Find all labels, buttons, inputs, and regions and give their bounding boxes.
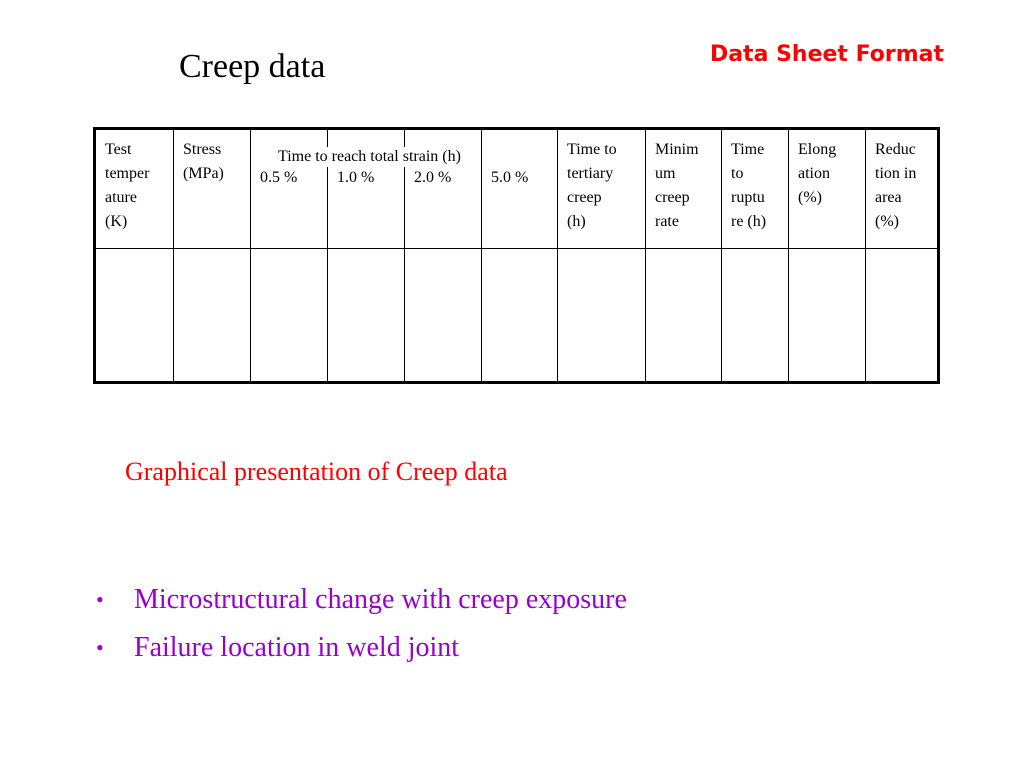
bullet-item [96,628,627,676]
graphical-presentation-heading: Graphical presentation of Creep data [125,457,508,486]
bullet-dot-icon: • [96,587,104,612]
col-strain-0-5 [251,130,328,381]
col-strain-2-0 [405,130,482,381]
header-strain-2-0: 2.0 % [414,170,452,182]
header-strain-5-0: 5.0 % [491,170,529,182]
bullet-list [96,580,627,676]
col-test-temperature [96,130,174,381]
col-strain-1-0 [328,130,405,381]
col-min-creep-rate [646,130,722,381]
bullet-text: Microstructural change with creep exposure [134,584,627,615]
col-strain-5-0 [482,130,558,381]
header-reduction-area: Reduc tion in area (%) [875,141,917,230]
bullet-item [96,580,627,628]
creep-data-table [93,127,940,384]
header-test-temperature: Test temper ature (K) [105,141,150,230]
bullet-dot-icon: • [96,635,104,660]
header-strain-1-0: 1.0 % [337,170,375,182]
bullet-text: Failure location in weld joint [134,632,460,663]
header-stress: Stress (MPa) [183,141,224,182]
corner-title: Data Sheet Format [709,42,944,67]
col-time-tertiary [558,130,646,381]
slide-title: Creep data [179,48,326,85]
header-elongation: Elong ation (%) [798,141,837,206]
header-min-creep-rate: Minim um creep rate [655,141,699,230]
header-time-rupture: Time to ruptu re (h) [731,141,767,230]
col-elongation [789,130,866,381]
header-time-tertiary: Time to tertiary creep (h) [567,141,617,230]
col-time-rupture [722,130,789,381]
col-reduction-area [866,130,937,381]
header-row-divider [96,248,937,249]
header-strain-0-5: 0.5 % [260,170,298,182]
header-strain-group-label: Time to reach total strain (h) [272,147,467,167]
col-stress [174,130,251,381]
